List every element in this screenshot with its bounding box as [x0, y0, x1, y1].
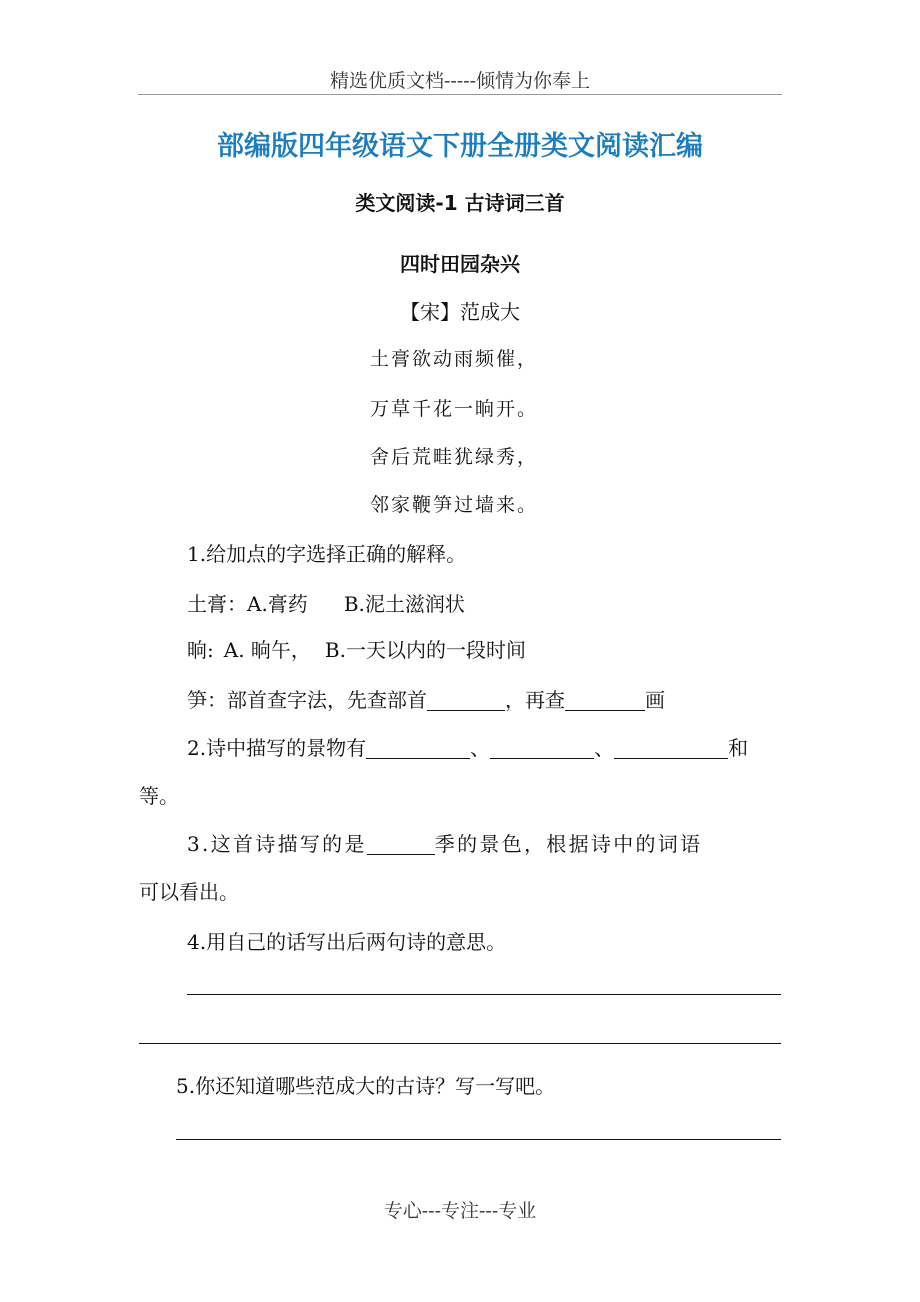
section-subtitle: 类文阅读-1 古诗词三首 [355, 191, 565, 215]
question-1-item-1 [187, 588, 465, 617]
question-text: 2.诗中描写的景物有 [187, 736, 367, 760]
blank-field[interactable] [366, 738, 470, 759]
poem-line: 万草千花一晌开。 [370, 398, 539, 420]
answer-line[interactable] [187, 994, 781, 995]
option-b: B.泥土滋润状 [343, 592, 465, 616]
page-footer: 专心---专注---专业 [383, 1200, 537, 1222]
question-3-continuation: 可以看出。 [139, 880, 239, 904]
poem-line: 土膏欲动雨频催， [370, 348, 539, 370]
page-header: 精选优质文档-----倾情为你奉上 [329, 70, 591, 92]
question-3 [187, 828, 702, 857]
option-a: A.膏药 [247, 592, 308, 616]
option-b: B.一天以内的一段时间 [324, 638, 526, 662]
poem-line: 邻家鞭笋过墙来。 [370, 494, 539, 516]
blank-field[interactable] [427, 690, 505, 711]
blank-field[interactable] [367, 834, 435, 855]
question-1-item-3 [187, 684, 665, 713]
poem-line: 舍后荒畦犹绿秀， [370, 446, 539, 468]
question-2-continuation: 等。 [139, 784, 179, 808]
option-a: A. 晌午， [223, 638, 311, 662]
answer-line[interactable] [176, 1139, 781, 1140]
poem-title: 四时田园杂兴 [400, 252, 520, 276]
item-label: 晌: [187, 638, 214, 662]
item-label: 土膏： [187, 592, 247, 616]
header-divider [138, 94, 782, 95]
question-text: 和 [728, 736, 749, 760]
blank-field[interactable] [565, 690, 645, 711]
blank-field[interactable] [490, 738, 594, 759]
answer-line[interactable] [139, 1043, 781, 1044]
item-text: 画 [645, 688, 665, 712]
blank-field[interactable] [614, 738, 728, 759]
question-1-stem: 1.给加点的字选择正确的解释。 [187, 542, 467, 566]
item-text: 笋：部首查字法，先查部首 [187, 688, 427, 712]
document-title: 部编版四年级语文下册全册类文阅读汇编 [217, 131, 703, 162]
question-5-stem: 5.你还知道哪些范成大的古诗？写一写吧。 [176, 1074, 556, 1098]
poem-author: 【宋】范成大 [400, 300, 520, 324]
question-2 [187, 732, 748, 761]
item-text: ，再查 [505, 688, 565, 712]
question-1-item-2 [187, 634, 526, 663]
question-text: 3.这首诗描写的是 [187, 832, 367, 856]
question-4-stem: 4.用自己的话写出后两句诗的意思。 [187, 930, 507, 954]
separator: 、 [470, 736, 491, 760]
separator: 、 [594, 736, 615, 760]
question-text: 季的景色，根据诗中的词语 [434, 832, 703, 856]
